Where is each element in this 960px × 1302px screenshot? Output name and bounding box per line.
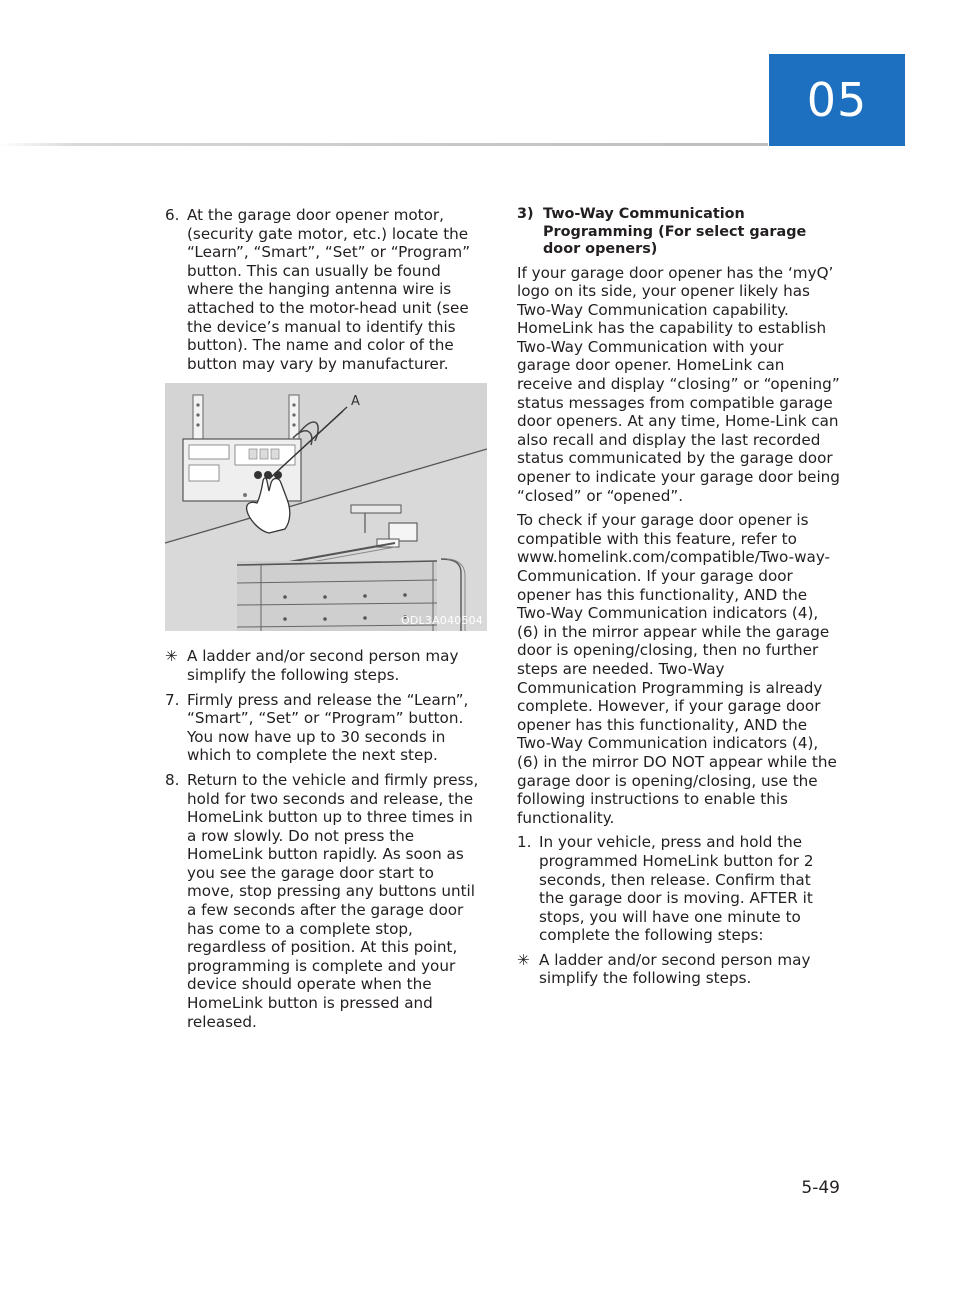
header-rule bbox=[0, 143, 768, 146]
note-text: A ladder and/or second person may simplify the following steps. bbox=[187, 647, 459, 684]
note-text: A ladder and/or second person may simplify the following steps. bbox=[539, 950, 811, 988]
step-1 bbox=[517, 833, 840, 945]
right-column bbox=[517, 206, 840, 994]
section-number: 3) bbox=[517, 206, 534, 222]
step-number: 8. bbox=[165, 770, 180, 789]
step-text: In your vehicle, press and hold the programmed HomeLink button for 2 seconds, then release. Confirm that the garage door is moving. AFTER it stops, you will have one minute to complete the following steps: bbox=[539, 833, 814, 945]
step-text: At the garage door opener motor, (security gate motor, etc.) locate the “Learn”, “Smart”, “Set” or “Program” button. This can usually be found where the hanging antenna wire is attached to the motor-head unit (see the device’s manual to identify this button). The name and color of the button may vary by manufacturer. bbox=[187, 206, 471, 373]
callout-label: A bbox=[351, 394, 360, 410]
asterisk-icon: ✳ bbox=[165, 647, 178, 666]
step-7 bbox=[165, 691, 485, 765]
step-text: Return to the vehicle and firmly press, hold for two seconds and release, the HomeLink button up to three times in a row slowly. Do not press the HomeLink button rapidly. As soon as you see the garage door start to move, stop pressing any buttons until a few seconds after the garage door has come to a complete stop, regardless of position. At this point, programming is complete and your device should operate when the HomeLink button is pressed and released. bbox=[187, 770, 479, 1031]
step-6 bbox=[165, 206, 485, 373]
asterisk-icon: ✳ bbox=[517, 950, 530, 969]
section-heading bbox=[517, 206, 840, 259]
figure-code: ODL3A040504 bbox=[401, 613, 483, 627]
note-ladder bbox=[165, 647, 485, 684]
chapter-tab bbox=[769, 54, 905, 146]
opener-diagram bbox=[165, 383, 487, 631]
step-number: 6. bbox=[165, 206, 180, 224]
garage-opener-illustration bbox=[165, 383, 487, 631]
note-ladder-2 bbox=[517, 951, 840, 988]
chapter-number: 05 bbox=[806, 73, 868, 127]
step-text: Firmly press and release the “Learn”, “Smart”, “Set” or “Program” button. You now have up to 30 seconds in which to complete the next step. bbox=[187, 690, 469, 765]
step-8 bbox=[165, 771, 485, 1031]
section-title: Two-Way Communication Programming (For select garage door openers) bbox=[543, 206, 807, 257]
page-number: 5-49 bbox=[801, 1178, 840, 1198]
step-number: 1. bbox=[517, 833, 532, 852]
left-column bbox=[165, 206, 485, 1037]
step-number: 7. bbox=[165, 690, 180, 709]
paragraph-myq: If your garage door opener has the ‘myQ’ logo on its side, your opener likely has Two-Way Communication capability. HomeLink has the capability to establish Two-Way Communication with your garage door opener. HomeLink can receive and display “closing” or “opening” status messages from compatible garage door openers. At any time, Home-Link can also recall and display the last recorded status communicated by the garage door opener to indicate your garage door being “closed” or “opened”. bbox=[517, 263, 840, 505]
paragraph-compatibility: To check if your garage door opener is compatible with this feature, refer to www.homelink.com/compatible/Two-way-Communication. If your garage door opener has this functionality, AND the Two-Way Communication indicators (4), (6) in the mirror appear while the garage door is opening/closing, then no further steps are needed. Two-Way Communication Programming is already complete. However, if your garage door opener has this functionality, AND the Two-Way Communication indicators (4), (6) in the mirror DO NOT appear while the garage door is opening/closing, use the following instructions to enable this functionality. bbox=[517, 511, 837, 827]
